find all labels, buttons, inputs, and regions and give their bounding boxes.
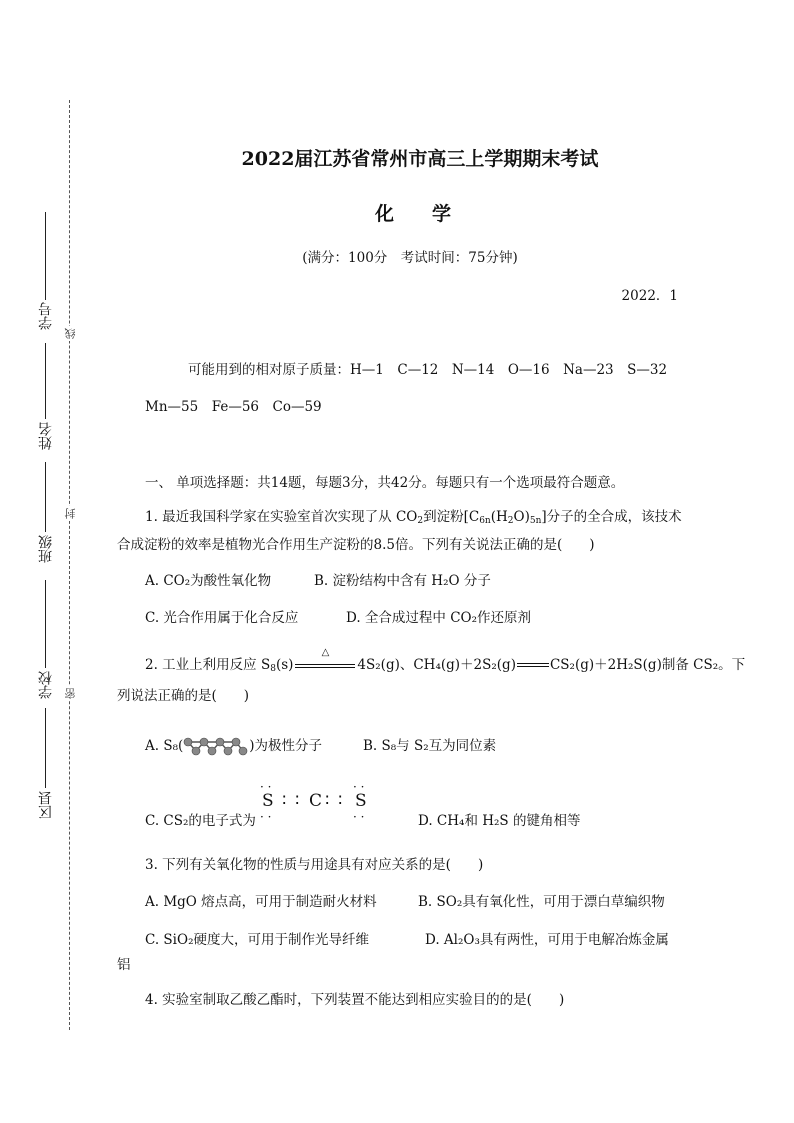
- lewis-carbon: C: [309, 791, 323, 811]
- lewis-bond-dots-left-2: ∶: [295, 791, 300, 811]
- section-heading: 一、 单项选择题：共14题，每题3分，共42分。每题只有一个选项最符合题意。: [145, 475, 625, 491]
- class-label: 班级: [38, 535, 54, 563]
- seal-line-mark: 线: [64, 328, 77, 339]
- seal-close-mark: 密: [64, 688, 77, 699]
- question-1-option-d: D. 全合成过程中 CO₂作还原剂: [346, 610, 532, 626]
- heat-arrow: [295, 646, 355, 673]
- heat-triangle-label: △: [321, 646, 330, 658]
- subject-title: 化 学: [374, 203, 451, 225]
- question-3-option-c: C. SiO₂硬度大，可用于制作光导纤维: [145, 932, 369, 948]
- question-3-stem: 3. 下列有关氧化物的性质与用途具有对应关系的是( ): [145, 857, 484, 873]
- question-2-line-1: 2. 工业上利用反应 $S_8(s)$ △ 4S₂(g)、CH₄(g)＋2S₂(g) CS₂(g)＋2H₂S(g)制备 CS₂。下: [145, 646, 746, 674]
- equal-sign-long: [517, 660, 549, 672]
- lewis-dots-bottom-right: · ·: [353, 810, 365, 824]
- lewis-dots-top-left: · ·: [260, 780, 272, 794]
- lewis-dots-top-right: · ·: [353, 780, 365, 794]
- class-line: [45, 462, 46, 532]
- binding-dashed-line: [69, 100, 70, 1030]
- question-3-option-d: D. Al₂O₃具有两性，可用于电解冶炼金属: [425, 932, 669, 948]
- name-label: 姓名: [38, 422, 54, 450]
- question-1-option-c: C. 光合作用属于化合反应: [145, 610, 299, 626]
- question-1-stem: 1. 最近我国科学家在实验室首次实现了从 $CO_2$到淀粉$[C_{6n}(H_2O)_{5n}]$分子的全合成，该技术合成淀粉的效率是植物光合作用生产淀粉的8.5倍。下列有关说法正确的是( ): [117, 509, 682, 553]
- district-line: [45, 708, 46, 788]
- lewis-sulfur-left: S: [262, 791, 274, 811]
- question-2-line-2: 列说法正确的是( ): [117, 688, 250, 704]
- question-2-option-a: A. S₈( )为极性分子: [145, 734, 322, 758]
- exam-meta: (满分：100分 考试时间：75分钟): [302, 250, 518, 266]
- lewis-bond-dots-right-2: ∶: [338, 791, 343, 811]
- district-label: 区县: [38, 791, 54, 819]
- question-3-option-b: B. SO₂具有氧化性，可用于漂白草编织物: [418, 894, 665, 910]
- question-1-option-b: B. 淀粉结构中含有 H₂O 分子: [314, 573, 491, 589]
- atomic-mass-line-1: 可能用到的相对原子质量：H—1 C—12 N—14 O—16 Na—23 S—32: [188, 362, 668, 378]
- question-2-option-b: B. S₈与 S₂互为同位素: [363, 738, 497, 754]
- cs2-lewis-structure: [258, 780, 378, 828]
- lewis-bond-dots-right: ∶: [325, 791, 330, 811]
- question-2-option-d: D. CH₄和 H₂S 的键角相等: [418, 813, 581, 829]
- lewis-sulfur-right: S: [355, 791, 367, 811]
- school-line: [45, 580, 46, 668]
- question-3-option-d-wrap: 铝: [117, 957, 131, 973]
- seal-seal-mark: 封: [64, 508, 77, 519]
- question-1-option-a: A. CO₂为酸性氧化物: [145, 573, 272, 589]
- atomic-mass-line-2: Mn—55 Fe—56 Co—59: [145, 399, 322, 415]
- exam-date: 2022．1: [621, 288, 678, 304]
- exam-title: 2022届江苏省常州市高三上学期期末考试: [241, 148, 599, 170]
- school-label: 学校: [38, 671, 54, 699]
- question-4-stem: 4. 实验室制取乙酸乙酯时，下列装置不能达到相应实验目的的是( ): [145, 992, 565, 1008]
- name-line: [45, 343, 46, 419]
- question-2-option-c: C. CS₂的电子式为: [145, 813, 256, 829]
- lewis-bond-dots-left: ∶: [282, 791, 287, 811]
- question-3-option-a: A. MgO 熔点高，可用于制造耐火材料: [145, 894, 377, 910]
- s8-ring-molecule-image: [183, 736, 249, 758]
- lewis-dots-bottom-left: · ·: [260, 810, 272, 824]
- student-id-label: 学号: [38, 302, 54, 330]
